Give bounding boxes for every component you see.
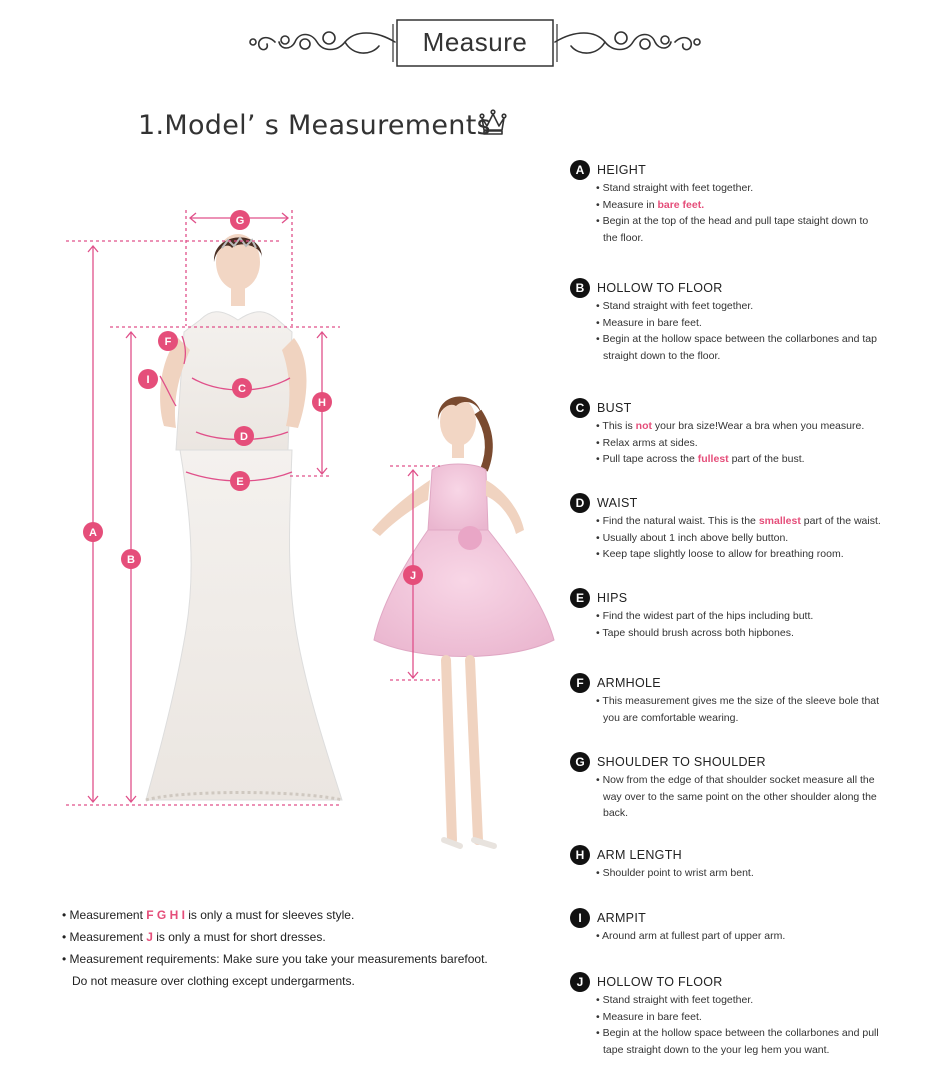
instruction-line xyxy=(596,710,940,727)
text-span: • Relax arms at sides. xyxy=(596,436,698,449)
instruction-line xyxy=(596,928,940,945)
text-span: straight down to the floor. xyxy=(603,349,721,362)
text-span: • Stand straight with feet together. xyxy=(596,182,754,194)
measurement-instructions xyxy=(596,298,940,364)
text-span: • Measure in bare feet. xyxy=(596,316,702,329)
measurement-item-f xyxy=(570,673,940,726)
instruction-line xyxy=(596,348,940,365)
svg-text:C: C xyxy=(238,383,246,395)
text-span: • Begin at the hollow space between the collarbones and pull xyxy=(596,1027,879,1039)
page-title: 1.Model’ s Measurements xyxy=(138,110,491,141)
letter-badge: I xyxy=(570,908,590,928)
measurement-header xyxy=(570,588,940,608)
instruction-line xyxy=(596,625,940,642)
text-span: way over to the same point on the other shoulder along the xyxy=(603,790,877,803)
text-span: • Find the natural waist. This is the xyxy=(596,515,759,527)
bride-illustration xyxy=(146,234,342,800)
measurement-instructions xyxy=(596,418,940,468)
measurement-instructions xyxy=(596,992,940,1058)
measurement-header xyxy=(570,398,940,418)
letter-badge: D xyxy=(570,493,590,513)
text-span: • Measure in xyxy=(596,198,658,211)
svg-text:A: A xyxy=(89,527,97,539)
svg-text:E: E xyxy=(236,476,244,488)
letter-badge: A xyxy=(570,160,590,180)
marker-f xyxy=(158,331,178,351)
instruction-line xyxy=(596,546,940,563)
instruction-line xyxy=(596,230,940,247)
text-span: • Usually about 1 inch above belly button. xyxy=(596,531,789,544)
measurement-instructions xyxy=(596,693,940,726)
measurement-title: ARM LENGTH xyxy=(597,848,682,862)
measurement-title: HEIGHT xyxy=(597,163,647,177)
letter-badge: B xyxy=(570,278,590,298)
instruction-line xyxy=(596,608,940,625)
instruction-line xyxy=(596,331,940,348)
measurement-title: WAIST xyxy=(597,496,638,510)
section-banner xyxy=(245,12,705,74)
measurement-header xyxy=(570,493,940,513)
svg-text:D: D xyxy=(240,431,248,443)
marker-a xyxy=(83,522,103,542)
text-span: your bra size!Wear a bra when you measure. xyxy=(652,420,865,432)
text-span: • Measurement xyxy=(62,908,147,922)
text-span: • Tape should brush across both hipbones. xyxy=(596,626,794,639)
marker-g xyxy=(230,210,250,230)
text-span: • This measurement gives me the size of the sleeve bole that xyxy=(596,695,880,707)
text-span: Do not measure over clothing except undergarments. xyxy=(72,974,355,988)
measurement-header xyxy=(570,908,940,928)
letter-badge: E xyxy=(570,588,590,608)
letter-badge: C xyxy=(570,398,590,418)
instruction-line xyxy=(596,513,940,530)
highlight-text: not xyxy=(635,420,652,432)
letter-badge: J xyxy=(570,972,590,992)
svg-text:J: J xyxy=(409,570,417,582)
text-span: • Shoulder point to wrist arm bent. xyxy=(596,867,754,879)
measurement-title: HOLLOW TO FLOOR xyxy=(597,975,723,989)
text-span: • Around arm at fullest part of upper arm. xyxy=(596,930,786,942)
banner-title: Measure xyxy=(422,27,528,57)
measurement-item-c xyxy=(570,398,940,468)
marker-d xyxy=(234,426,254,446)
measurement-header xyxy=(570,845,940,865)
measurement-title: ARMPIT xyxy=(597,911,647,925)
measurement-instructions xyxy=(596,608,940,641)
instruction-line xyxy=(596,789,940,806)
instruction-line xyxy=(596,418,940,435)
text-span: is only a must for short dresses. xyxy=(152,930,326,944)
marker-c xyxy=(232,378,252,398)
text-span: the floor. xyxy=(603,231,644,244)
measurement-title: BUST xyxy=(597,401,632,415)
marker-b xyxy=(121,549,141,569)
note-line xyxy=(62,904,532,926)
instruction-line xyxy=(596,213,940,230)
note-line xyxy=(62,970,532,992)
measurement-item-a xyxy=(570,160,940,246)
instruction-line xyxy=(596,865,940,882)
instruction-line xyxy=(596,298,940,315)
text-span: part of the waist. xyxy=(800,515,881,527)
short-dress-illustration xyxy=(372,396,554,846)
text-span: • Keep tape slightly loose to allow for breathing room. xyxy=(596,548,844,560)
text-span: • Measure in bare feet. xyxy=(596,1010,702,1023)
instruction-line xyxy=(596,1042,940,1059)
crown-icon xyxy=(478,108,508,136)
measurement-header xyxy=(570,278,940,298)
text-span: part of the bust. xyxy=(728,453,805,465)
measurement-item-b xyxy=(570,278,940,364)
text-span: • Begin at the top of the head and pull tape staight down to xyxy=(596,215,869,227)
note-line xyxy=(62,926,532,948)
instruction-line xyxy=(596,197,940,214)
text-span: • Measurement xyxy=(62,930,147,944)
highlight-text: F G H I xyxy=(146,908,185,922)
letter-badge: F xyxy=(570,673,590,693)
measurement-item-i xyxy=(570,908,940,945)
measurement-item-j xyxy=(570,972,940,1058)
highlight-text: smallest xyxy=(758,515,801,527)
measurement-instructions xyxy=(596,180,940,246)
measurement-item-d xyxy=(570,493,940,563)
text-span: back. xyxy=(603,807,629,819)
measurement-instructions xyxy=(596,865,940,882)
text-span: is only a must for sleeves style. xyxy=(184,908,355,922)
marker-h xyxy=(312,392,332,412)
measurement-header xyxy=(570,752,940,772)
measurement-item-h xyxy=(570,845,940,882)
measurement-header xyxy=(570,972,940,992)
svg-text:F: F xyxy=(164,336,172,348)
measurement-header xyxy=(570,673,940,693)
text-span: you are comfortable wearing. xyxy=(603,711,739,724)
measurement-notes xyxy=(62,904,532,992)
text-span: • Find the widest part of the hips including butt. xyxy=(596,610,814,622)
instruction-line xyxy=(596,693,940,710)
instruction-line xyxy=(596,180,940,197)
measurement-instructions xyxy=(596,928,940,945)
instruction-line xyxy=(596,451,940,468)
measurement-item-g xyxy=(570,752,940,822)
instruction-line xyxy=(596,1009,940,1026)
measurement-figure xyxy=(0,150,560,870)
text-span: • Stand straight with feet together. xyxy=(596,300,754,312)
instruction-line xyxy=(596,315,940,332)
instruction-line xyxy=(596,435,940,452)
measurement-item-e xyxy=(570,588,940,641)
text-span: • This is xyxy=(596,420,636,432)
marker-i xyxy=(138,369,158,389)
instruction-line xyxy=(596,1025,940,1042)
svg-text:B: B xyxy=(127,554,135,566)
measurement-instructions xyxy=(596,772,940,822)
marker-e xyxy=(230,471,250,491)
text-span: • Begin at the hollow space between the collarbones and tap xyxy=(596,333,877,345)
note-line xyxy=(62,948,532,970)
text-span: • Stand straight with feet together. xyxy=(596,994,754,1006)
letter-badge: G xyxy=(570,752,590,772)
text-span: tape straight down to the your leg hem you want. xyxy=(603,1043,830,1056)
text-span: • Now from the edge of that shoulder socket measure all the xyxy=(596,774,875,786)
measurement-title: SHOULDER TO SHOULDER xyxy=(597,755,766,769)
measurement-title: ARMHOLE xyxy=(597,676,661,690)
measurement-header xyxy=(570,160,940,180)
instruction-line xyxy=(596,772,940,789)
text-span: • Measurement requirements: Make sure you take your measurements barefoot. xyxy=(62,952,488,966)
instruction-line xyxy=(596,805,940,822)
svg-text:I: I xyxy=(146,374,150,386)
measurement-instructions xyxy=(596,513,940,563)
text-span: • Pull tape across the xyxy=(596,453,698,465)
measurement-title: HIPS xyxy=(597,591,628,605)
svg-text:H: H xyxy=(318,397,326,409)
svg-text:G: G xyxy=(235,215,245,227)
marker-j xyxy=(403,565,423,585)
measurement-title: HOLLOW TO FLOOR xyxy=(597,281,723,295)
highlight-text: bare feet. xyxy=(657,198,705,211)
letter-badge: H xyxy=(570,845,590,865)
instruction-line xyxy=(596,530,940,547)
highlight-text: J xyxy=(146,930,153,944)
instruction-line xyxy=(596,992,940,1009)
highlight-text: fullest xyxy=(697,453,729,465)
